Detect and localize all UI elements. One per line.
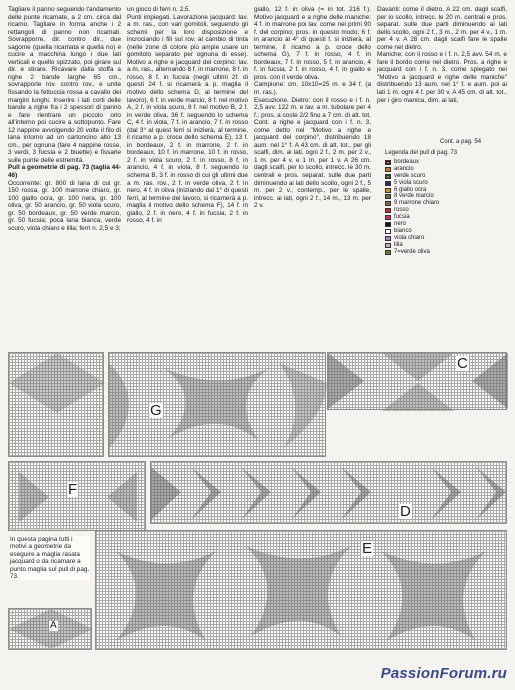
chart-d-motif <box>151 462 508 525</box>
knitting-chart-b <box>8 352 104 457</box>
legend-swatch <box>385 201 391 206</box>
instructions-paragraph: Tagliare il panno seguendo l'andamento delle punte ricamate, a 2 cm. circa dal ricamo. Tagliare in forma anche i 2 rettangoli di panno non ricamati. Sovrapporre, dir. contro dir., due sagome (quella ricamata e quella no) e cucire a macchina lungo i due lati verticali e quello spizzato, poi girare sul dir. e stirare. Ricavare dalla stoffa a righe 2 bande larghe 65 cm., sovrapporle rov. contro rov., e unite fissando la fettuccia rossa a cavallo dei margini lunghi. Inserire i lati corti delle bande a righe fra i 2 spessori di panno e fare rientrare un piccolo orlo all'interno poi cucire a sottopunto. Fare 12 nappine avvolgendo 20 volte il filo di lana intorno ad un cartoncino alto 13 cm., per ognuna (fare 4 nappine rosse, 3 verdi, 3 fucsia e 2 bluette) e fissarle sulle punte delle estremità. <box>8 6 121 164</box>
legend-label: fucsia <box>394 214 410 221</box>
chart-c-label: C <box>457 355 468 372</box>
gauge-paragraph: Campione: cm. 10x10=25 m. e 34 f. (a m. ras.). <box>254 81 371 97</box>
knitting-chart-g <box>108 352 326 457</box>
legend-item <box>385 207 505 214</box>
instructions-paragraph: un gioco di ferri n. 2,5. <box>127 6 191 13</box>
knitting-chart-d <box>150 461 507 524</box>
text-column-1 <box>8 6 121 364</box>
execution-paragraph: Esecuzione. Dietro: con il rosso e i f. n. 2,5 avv. 122 m. e lav. a m. tubolare per 4 f.; pros. a coste 2/2 fino a 7 cm. di alt. tot. Cont. a righe e jacquard con i f. n. 3, come detto nel "Motivo a righe e jacquard del corpino", distribuendo 18 aum. nel 1° f. A 43 cm. di alt. tot., per gli scalfi, dim. ai lati, ogni 2 f., 2 m. per 2 v., 1 m. per 4 v. e 1 m. per 1 v. A 26 cm. dagli scalfi, per lo scollo, intrecc. le 30 m. centrali e pros. separat. sulle due parti diminuendo ai lati dello scollo, ogni 2 f., 5 m. per 2 v.; contemp., per le spalle, intrecc. ai lati, ogni 2 f., 14 m., 13 m. per 2 v. <box>254 96 371 210</box>
legend-item <box>385 242 505 249</box>
front-paragraph: Davanti: come il dietro. A 22 cm. dagli scalfi, per lo scollo, intrecc. le 20 m. centrali e pros. separat. sulle due parti diminuendo ai lati dello scollo, ogni 2 f., 3 m., 2 m. per 4 v., 1 m. per 4 v. A 28 cm. dagli scalfi fare le spalle come nel dietro. <box>377 6 507 51</box>
legend-swatch <box>385 160 391 165</box>
legend-label: bordeaux <box>394 158 420 165</box>
section-heading: Pull a geometrie di pag. 73 (taglia 44-46) <box>8 164 121 180</box>
legend-title: Legenda del pull di pag. 73 <box>385 150 458 156</box>
legend-swatch <box>385 229 391 234</box>
legend-item <box>385 180 505 187</box>
chart-b-motif <box>9 353 105 458</box>
legend-swatch <box>385 174 391 179</box>
text-column-4 <box>377 6 507 146</box>
legend-item <box>385 228 505 235</box>
knitting-chart-c <box>327 352 507 410</box>
legend-label: 7=verde oliva <box>394 248 430 255</box>
legend-label: 9 marrone chiaro <box>394 200 440 207</box>
legend-item <box>385 187 505 194</box>
knitting-chart-a <box>8 608 92 650</box>
legend-swatch <box>385 194 391 199</box>
chart-g-label: G <box>150 402 162 419</box>
legend-label: lilla <box>394 241 403 248</box>
chart-e-motif <box>96 531 508 651</box>
text-column-3 <box>254 6 371 352</box>
legend-label: verde scuro <box>394 172 426 179</box>
chart-g-motif <box>109 353 327 458</box>
legend-swatch <box>385 243 391 248</box>
legend-label: 8 verde marcio <box>394 193 434 200</box>
chart-a-label: A <box>50 620 57 631</box>
sleeves-paragraph: Maniche: con il rosso e i f. n. 2,5 avv. 54 m. e fare il bordo come nel dietro. Pros. a righe e jacquard con i f. n. 3, come spiegato nei "Motivo a jacquard e righe delle maniche" distribuendo 13 aum. nel 1° f. e aum. poi ai lati 1 m. ogni 4 f. per 30 v. A 45 cm. di alt. tot., per i giro manica, dim. ai lati, <box>377 51 507 104</box>
legend-item <box>385 173 505 180</box>
chart-c-motif <box>328 353 508 411</box>
legend-item <box>385 166 505 173</box>
legend-item <box>385 249 505 256</box>
legend-item <box>385 159 505 166</box>
legend-item <box>385 193 505 200</box>
knitting-chart-f <box>8 461 146 531</box>
chart-f-label: F <box>68 481 78 498</box>
chart-d-label: D <box>400 503 411 520</box>
legend-label: arancio <box>394 165 414 172</box>
continuation-note: Cont. a pag. 54 <box>440 139 482 145</box>
materials-paragraph: Occorrente: gr. 800 di lana di cui gr. 150 rossa, gr. 100 marrone chiaro, gr. 100 giallo ocra, gr. 100 nera, gr. 100 oliva, gr. 50 arancio, gr. 50 viola scuro, gr. 50 bordeaux, gr. 50 verde marcio, gr. 50 fucsia; poca lana bianca, verde scuro, viola chiaro e lilla; ferri n. 2,5 e 3; <box>8 179 121 232</box>
page-note: In questa pagina tutti i motivi a geometrie da eseguire a maglia rasata jacquard o da ricamare a punto maglia sul pull di pag. 73. <box>10 536 90 581</box>
legend-label: bianco <box>394 227 412 234</box>
legend-label: rosso <box>394 207 409 214</box>
chart-e-label: E <box>362 540 373 557</box>
legend-label: viola chiaro <box>394 234 425 241</box>
legend-label: nero <box>394 220 407 227</box>
knitting-chart-e <box>95 530 507 650</box>
legend-swatch <box>385 222 391 227</box>
chart-f-motif <box>9 462 147 532</box>
legend-swatch <box>385 208 391 213</box>
legend-swatch <box>385 250 391 255</box>
legend-item <box>385 200 505 207</box>
text-column-2 <box>127 6 248 354</box>
legend-swatch <box>385 167 391 172</box>
legend-label: 5 viola scuro <box>394 179 428 186</box>
legend-item <box>385 221 505 228</box>
legend-swatch <box>385 181 391 186</box>
site-watermark: PassionForum.ru <box>380 665 507 682</box>
color-legend <box>385 150 505 255</box>
legend-swatch <box>385 236 391 241</box>
stitch-pattern-paragraph: Punti impiegati. Lavorazione jacquard: lav. a m. ras., con vari gomitoli, seguendo gli schemi per la loro disposizione e incrociando i fili sul rov. al cambio di tinta (nelle zone di colore più ampie usare un gomitolo separato per ognuna di esse). Motivo a righe e jacquard del corpino: lav. a m. ras., alternando 8 f. in marrone, 8 f. in rosso, 8 f. in fucsia (negli ultimi 2f. di questi 24 f. si ricamerà a p. maglia il motivo dello schema D, al termine del lavoro), 6 f. in verde marcio, 8 f. nel motivo A, 2 f. in viola scuro, 8 f. nel motivo B, 2 f. in verde oliva, 36 f. seguendo lo schema C, 4 f. in viola, 7 f. in arancio, 7 f. in rosso (dal 3° al quest ferri si inizierà, al termine, il ricamo a p. croce dello schema E), 13 f. in bordeaux, 2 f. in marrone, 2 f. in bordeaux, 10 f. in marrone, 10 f. in rosso, 2 f. in viola scuro, 2 f. in rosso, 8 f. in arancio, 4 f. in viola, 8 f. seguendo lo schema B, 3 f. in rosso di cui gli ultimi due a m. ras. rov., 2 f. in verde oliva, 2 f. in nero, 4 f. in oliva (iniziando dal 1° di questi ferri, al termine del lavoro, si ricamerà a p. maglia il motivo dello schema F), 14 f. in giallo, 2 f. in nero, 4 f. in fucsia, 2 f. in rosso, 4 f. in <box>127 13 248 225</box>
legend-item <box>385 235 505 242</box>
legend-item <box>385 214 505 221</box>
sleeve-motif-paragraph: giallo, 12 f. in oliva (= in tot. 216 f.). Motivo jacquard e a righe delle maniche: 4 f. in marrone poi lav. come nei primi 90 f. del corpino; pros. in questo modo: 6 f. in arancio al 4° di questi f. si inizierà, al termine, il ricamo a p. croce dello schema G), 7 f. in rosso, 4 f. in bordeaux, 7 f. in rosso, 5 f. in arancio, 4 f. in fucsia, 2 f. in rosso, 4 f. in giallo e pros. con il verde oliva. <box>254 6 371 81</box>
legend-swatch <box>385 215 391 220</box>
legend-label: 6 giallo ocra <box>394 186 427 193</box>
legend-swatch <box>385 188 391 193</box>
legend-list <box>385 159 505 255</box>
